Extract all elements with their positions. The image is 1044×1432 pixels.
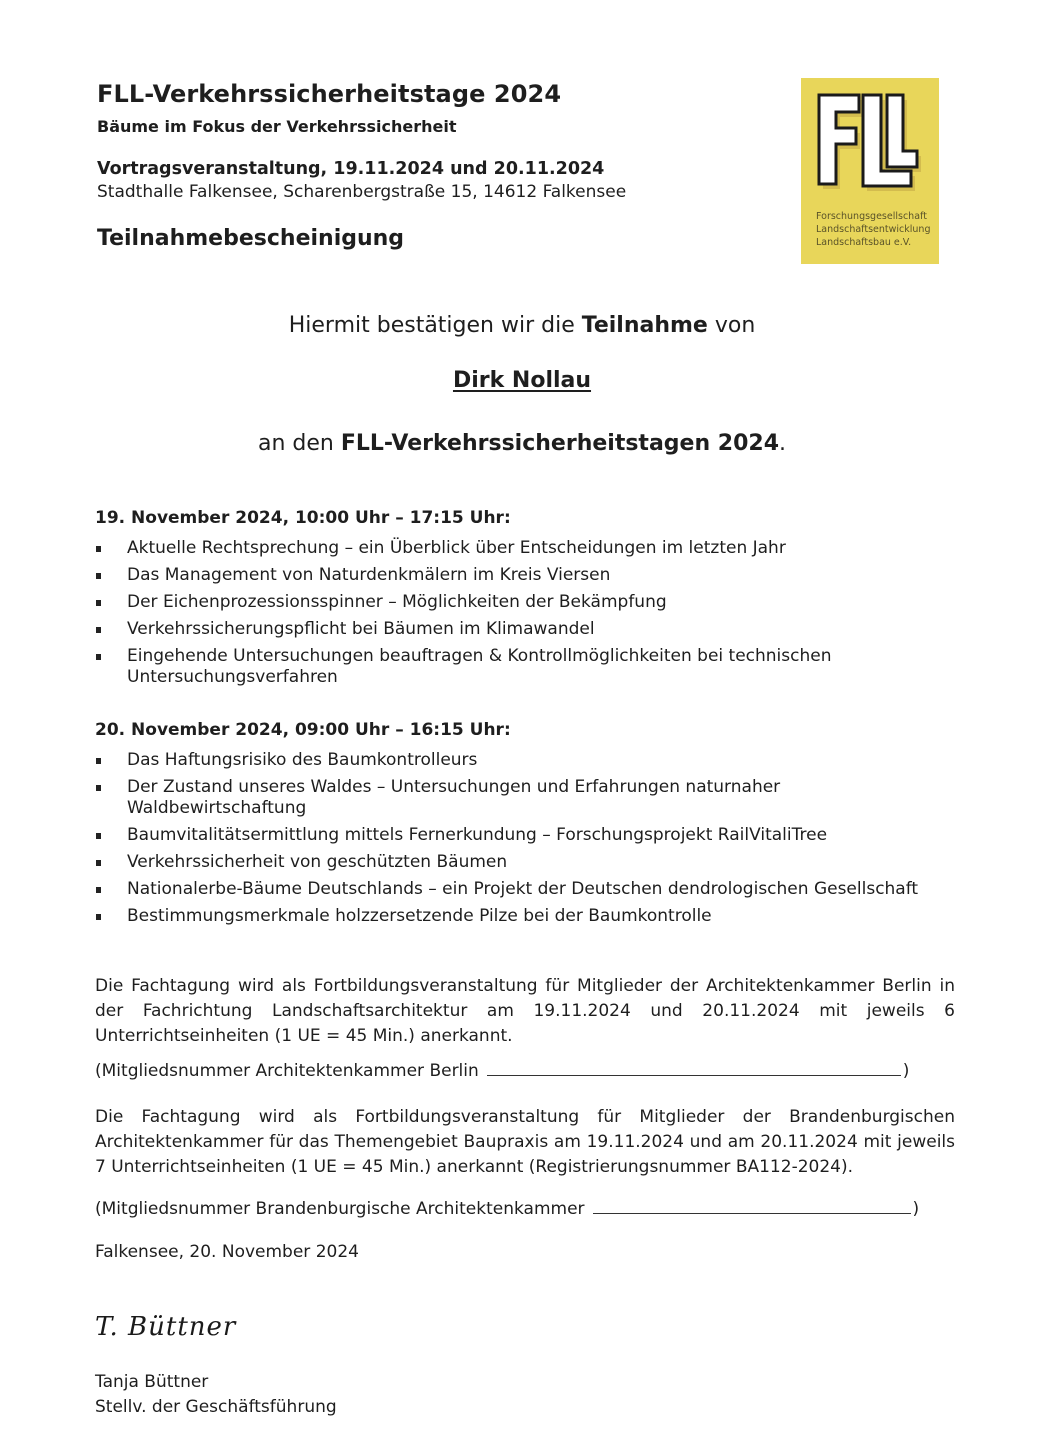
topic-item: Verkehrssicherungspflicht bei Bäumen im Klimawandel [95, 619, 955, 640]
fll-logo [801, 78, 939, 264]
event-dates: Vortragsveranstaltung, 19.11.2024 und 20.11.2024 [97, 159, 605, 179]
confirmation-suffix: von [707, 313, 756, 338]
topic-item: Nationalerbe-Bäume Deutschlands – ein Projekt der Deutschen dendrologischen Gesellschaft [95, 879, 955, 900]
event-venue: Stadthalle Falkensee, Scharenbergstraße 15, 14612 Falkensee [97, 182, 627, 202]
signer-name: Tanja Büttner [95, 1372, 209, 1392]
confirmation-bold: Teilnahme [581, 313, 708, 338]
event-prefix: an den [257, 431, 341, 456]
document-subtitle: Bäume im Fokus der Verkehrssicherheit [97, 117, 457, 136]
topic-item: Das Haftungsrisiko des Baumkontrolleurs [95, 750, 955, 771]
place-and-date: Falkensee, 20. November 2024 [95, 1242, 359, 1262]
day-heading: 19. November 2024, 10:00 Uhr – 17:15 Uhr: [95, 508, 511, 528]
topic-item: Aktuelle Rechtsprechung – ein Überblick über Entscheidungen im letzten Jahr [95, 538, 955, 559]
brandenburg-member-number-field[interactable] [593, 1199, 911, 1214]
berlin-member-number-field[interactable] [487, 1061, 901, 1076]
berlin-member-number-line [95, 1061, 909, 1081]
topic-list-day-2 [95, 750, 955, 933]
participant-name-text: Dirk Nollau [452, 368, 592, 393]
brandenburg-accreditation: Die Fachtagung wird als Fortbildungsveranstaltung für Mitglieder der Brandenburgischen Architektenkammer für das Themengebiet Baupraxis am 19.11.2024 und am 20.11.2024 mit jeweils 7 Unterrichtseinheiten (1 UE = 45 Min.) anerkannt (Registrierungsnummer BA112-2024). [95, 1107, 955, 1177]
logo-line: Landschaftsbau e.V. [816, 237, 912, 248]
fll-letters-icon [801, 78, 939, 208]
event-name: FLL-Verkehrssicherheitstagen 2024 [340, 431, 780, 456]
topic-item: Bestimmungsmerkmale holzzersetzende Pilze bei der Baumkontrolle [95, 906, 955, 927]
topic-item: Baumvitalitätsermittlung mittels Fernerkundung – Forschungsprojekt RailVitaliTree [95, 825, 955, 846]
signer-block [95, 1370, 337, 1420]
day-heading: 20. November 2024, 09:00 Uhr – 16:15 Uhr: [95, 720, 511, 740]
event-reference [0, 431, 1044, 456]
confirmation-prefix: Hiermit bestätigen wir die [288, 313, 582, 338]
logo-line: Forschungsgesellschaft [816, 211, 927, 222]
brandenburg-member-number-line [95, 1199, 919, 1219]
topic-item: Der Zustand unseres Waldes – Untersuchungen und Erfahrungen naturnaher Waldbewirtschaftung [95, 777, 955, 819]
closing-paren: ) [912, 1199, 920, 1219]
signer-role: Stellv. der Geschäftsführung [95, 1397, 337, 1417]
topic-item: Verkehrssicherheit von geschützten Bäumen [95, 852, 955, 873]
confirmation-statement [0, 313, 1044, 338]
topic-item: Eingehende Untersuchungen beauftragen & Kontrollmöglichkeiten bei technischen Untersuchungsverfahren [95, 646, 955, 688]
berlin-member-label: (Mitgliedsnummer Architektenkammer Berlin [95, 1061, 479, 1081]
document-type: Teilnahmebescheinigung [97, 226, 405, 251]
topic-list-day-1 [95, 538, 955, 694]
topic-item: Das Management von Naturdenkmälern im Kreis Viersen [95, 565, 955, 586]
logo-line: Landschaftsentwicklung [816, 224, 931, 235]
participant-name [0, 368, 1044, 393]
topic-item: Der Eichenprozessionsspinner – Möglichkeiten der Bekämpfung [95, 592, 955, 613]
handwritten-signature: T. Büttner [95, 1312, 237, 1342]
event-suffix: . [779, 431, 787, 456]
closing-paren: ) [902, 1061, 910, 1081]
logo-organization-text [816, 210, 930, 249]
document-title: FLL-Verkehrssicherheitstage 2024 [97, 80, 562, 108]
brandenburg-member-label: (Mitgliedsnummer Brandenburgische Architektenkammer [95, 1199, 585, 1219]
berlin-accreditation: Die Fachtagung wird als Fortbildungsveranstaltung für Mitglieder der Architektenkammer Berlin in der Fachrichtung Landschaftsarchitektur am 19.11.2024 und 20.11.2024 mit jeweils 6 Unterrichtseinheiten (1 UE = 45 Min.) anerkannt. [95, 976, 955, 1046]
